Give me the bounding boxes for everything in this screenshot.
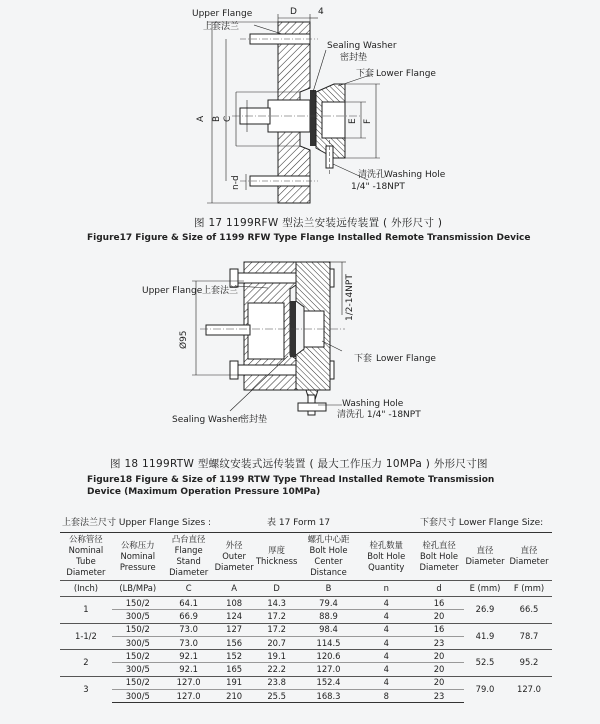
lower-flange-label-cn: 下套 [356, 69, 375, 79]
header-en: Thickness [255, 556, 298, 566]
table-titles [62, 515, 552, 531]
cell-n: 4 [358, 636, 414, 649]
cell-e: 52.5 [464, 650, 506, 677]
header-cell [464, 533, 506, 581]
header-cell [60, 533, 112, 581]
cell-c: 127.0 [164, 690, 214, 703]
cell-d: 23 [414, 636, 464, 649]
unit-cell: (Inch) [60, 581, 112, 597]
washing-hole-size: 1/4" -18NPT [351, 182, 405, 192]
cell-f: 127.0 [506, 676, 552, 703]
cell-d: 16 [414, 597, 464, 610]
figure18-caption-cn: 图 18 1199RTW 型螺纹安装式远传装置 ( 最大工作压力 10MPa ) 外形尺寸图 [110, 458, 488, 470]
dim-A: A [196, 115, 206, 122]
sealing-washer-label-cn: 密封垫 [340, 53, 368, 63]
cell-d: 22.2 [255, 663, 299, 676]
cell-b: 98.4 [299, 623, 359, 636]
cell-n: 4 [358, 623, 414, 636]
table-row [60, 623, 552, 636]
cell-c: 73.0 [164, 623, 214, 636]
sealing-washer-label-cn-18: 密封垫 [240, 415, 268, 425]
cell-n: 4 [358, 650, 414, 663]
cell-pressure: 150/2 [112, 597, 164, 610]
size-cell: 2 [60, 650, 112, 677]
unit-cell: C [164, 581, 214, 597]
dim-nd: n-d [231, 175, 241, 190]
figure17-drawing [0, 0, 600, 245]
figure18-caption-en-1: Figure18 Figure & Size of 1199 RTW Type Thread Installed Remote Transmission [87, 475, 495, 485]
flange-size-table [60, 532, 552, 703]
cell-n: 4 [358, 610, 414, 623]
header-en: Nominal Pressure [119, 550, 156, 572]
figure17-caption-cn: 图 17 1199RFW 型法兰安装远传装置 ( 外形尺寸 ) [194, 217, 443, 229]
cell-pressure: 300/5 [112, 636, 164, 649]
cell-c: 92.1 [164, 663, 214, 676]
cell-b: 88.9 [299, 610, 359, 623]
figure18-drawing [0, 245, 600, 500]
header-en: Diameter [465, 556, 505, 566]
header-cn: 公称压力 [121, 539, 155, 550]
cell-n: 4 [358, 663, 414, 676]
cell-d: 23.8 [255, 676, 299, 689]
size-cell: 1 [60, 597, 112, 624]
cell-a: 165 [214, 663, 255, 676]
header-cn: 栓孔数量 [369, 539, 403, 550]
unit-cell: B [299, 581, 359, 597]
unit-cell: A [214, 581, 255, 597]
table-body [60, 597, 552, 703]
unit-cell: E (mm) [464, 581, 506, 597]
cell-b: 79.4 [299, 597, 359, 610]
cell-b: 114.5 [299, 636, 359, 649]
dim-D: D [290, 7, 297, 17]
lower-flange-label-cn-18: 下套 [354, 354, 373, 364]
form-title: 表 17 Form 17 [267, 518, 331, 528]
cell-d: 20 [414, 610, 464, 623]
header-cn: 栓孔直径 [422, 539, 456, 550]
upper-flange-label-cn-18: 上套法兰 [202, 286, 239, 296]
upper-flange-label-en-18: Upper Flange [142, 286, 203, 296]
cell-c: 64.1 [164, 597, 214, 610]
dim-B: B [212, 115, 222, 122]
cell-n: 4 [358, 676, 414, 689]
cell-d: 19.1 [255, 650, 299, 663]
header-cn: 螺孔中心距 [307, 534, 350, 544]
dim-C: C [223, 115, 233, 122]
header-en: Nominal Tube Diameter [66, 545, 106, 577]
units-row [60, 581, 552, 597]
header-cn: 凸台直径 [171, 534, 206, 544]
cell-pressure: 150/2 [112, 676, 164, 689]
cell-a: 124 [214, 610, 255, 623]
header-cell [112, 533, 164, 581]
table-row [60, 676, 552, 689]
cell-d: 16 [414, 623, 464, 636]
cell-c: 73.0 [164, 636, 214, 649]
cell-f: 95.2 [506, 650, 552, 677]
cell-b: 152.4 [299, 676, 359, 689]
cell-pressure: 150/2 [112, 650, 164, 663]
table-row [60, 597, 552, 610]
header-cn: 外径 [225, 539, 243, 550]
washing-hole-label-en-18: Washing Hole [342, 399, 404, 409]
cell-c: 66.9 [164, 610, 214, 623]
figure18-caption-en-2: Device (Maximum Operation Pressure 10MPa) [87, 487, 321, 497]
upper-flange-label-en: Upper Flange [192, 9, 253, 19]
header-en: Outer Diameter [214, 550, 254, 572]
header-en: Flange Stand Diameter [169, 545, 209, 577]
unit-cell: n [358, 581, 414, 597]
header-cn: 公称管径 [69, 534, 103, 544]
cell-d: 25.5 [255, 690, 299, 703]
cell-d: 20 [414, 650, 464, 663]
cell-b: 168.3 [299, 690, 359, 703]
cell-d: 20 [414, 676, 464, 689]
header-cell [299, 533, 359, 581]
header-cell [358, 533, 414, 581]
header-cell [214, 533, 255, 581]
washing-hole-label-cn-18: 清洗孔 1/4" -18NPT [337, 410, 421, 420]
cell-b: 120.6 [299, 650, 359, 663]
washing-hole-label-cn: 清洗孔 [358, 170, 386, 180]
cell-d: 20 [414, 663, 464, 676]
cell-pressure: 300/5 [112, 610, 164, 623]
lower-flange-size-title: 下套尺寸 Lower Flange Size: [420, 518, 544, 528]
cell-pressure: 300/5 [112, 690, 164, 703]
cell-d: 14.3 [255, 597, 299, 610]
cell-d: 17.2 [255, 610, 299, 623]
dim-4: 4 [318, 7, 324, 17]
washing-hole-label-en: Washing Hole [384, 170, 446, 180]
cell-n: 8 [358, 690, 414, 703]
dim-E: E [348, 118, 358, 124]
table-row [60, 650, 552, 663]
lower-flange-label-en: Lower Flange [376, 69, 436, 79]
header-en: Diameter [509, 556, 549, 566]
header-cell [506, 533, 552, 581]
cell-d: 23 [414, 690, 464, 703]
unit-cell: D [255, 581, 299, 597]
cell-c: 92.1 [164, 650, 214, 663]
lower-flange-label-en-18: Lower Flange [376, 354, 436, 364]
cell-f: 78.7 [506, 623, 552, 650]
dim-F: F [363, 118, 373, 124]
header-en: Bolt Hole Quantity [367, 550, 406, 572]
unit-cell: d [414, 581, 464, 597]
header-cell [164, 533, 214, 581]
sealing-washer-label-en-18: Sealing Washer [172, 415, 242, 425]
unit-cell: (LB/MPa) [112, 581, 164, 597]
cell-d: 20.7 [255, 636, 299, 649]
cell-e: 41.9 [464, 623, 506, 650]
cell-f: 66.5 [506, 597, 552, 624]
cell-pressure: 300/5 [112, 663, 164, 676]
header-cell [255, 533, 299, 581]
sealing-washer-label-en: Sealing Washer [327, 41, 397, 51]
diameter-label: Ø95 [179, 330, 189, 349]
header-en: Bolt Hole Center Distance [309, 545, 348, 577]
figure17-caption-en: Figure17 Figure & Size of 1199 RFW Type Flange Installed Remote Transmission Device [87, 233, 531, 243]
cell-a: 108 [214, 597, 255, 610]
header-cn: 厚度 [268, 545, 286, 555]
cell-b: 127.0 [299, 663, 359, 676]
cell-a: 210 [214, 690, 255, 703]
header-cell [414, 533, 464, 581]
upper-flange-label-cn: 上套法兰 [203, 22, 240, 32]
thread-label: 1/2-14NPT [345, 274, 355, 321]
cell-c: 127.0 [164, 676, 214, 689]
header-row [60, 533, 552, 581]
cell-n: 4 [358, 597, 414, 610]
cell-e: 26.9 [464, 597, 506, 624]
cell-a: 152 [214, 650, 255, 663]
upper-flange-sizes-title: 上套法兰尺寸 Upper Flange Sizes : [62, 518, 212, 528]
header-cn: 直径 [476, 545, 494, 555]
cell-a: 156 [214, 636, 255, 649]
cell-pressure: 150/2 [112, 623, 164, 636]
header-en: Bolt Hole Diameter [419, 550, 459, 572]
unit-cell: F (mm) [506, 581, 552, 597]
size-cell: 1-1/2 [60, 623, 112, 650]
header-cn: 直径 [520, 545, 538, 555]
cell-e: 79.0 [464, 676, 506, 703]
cell-d: 17.2 [255, 623, 299, 636]
size-cell: 3 [60, 676, 112, 703]
cell-a: 191 [214, 676, 255, 689]
cell-a: 127 [214, 623, 255, 636]
